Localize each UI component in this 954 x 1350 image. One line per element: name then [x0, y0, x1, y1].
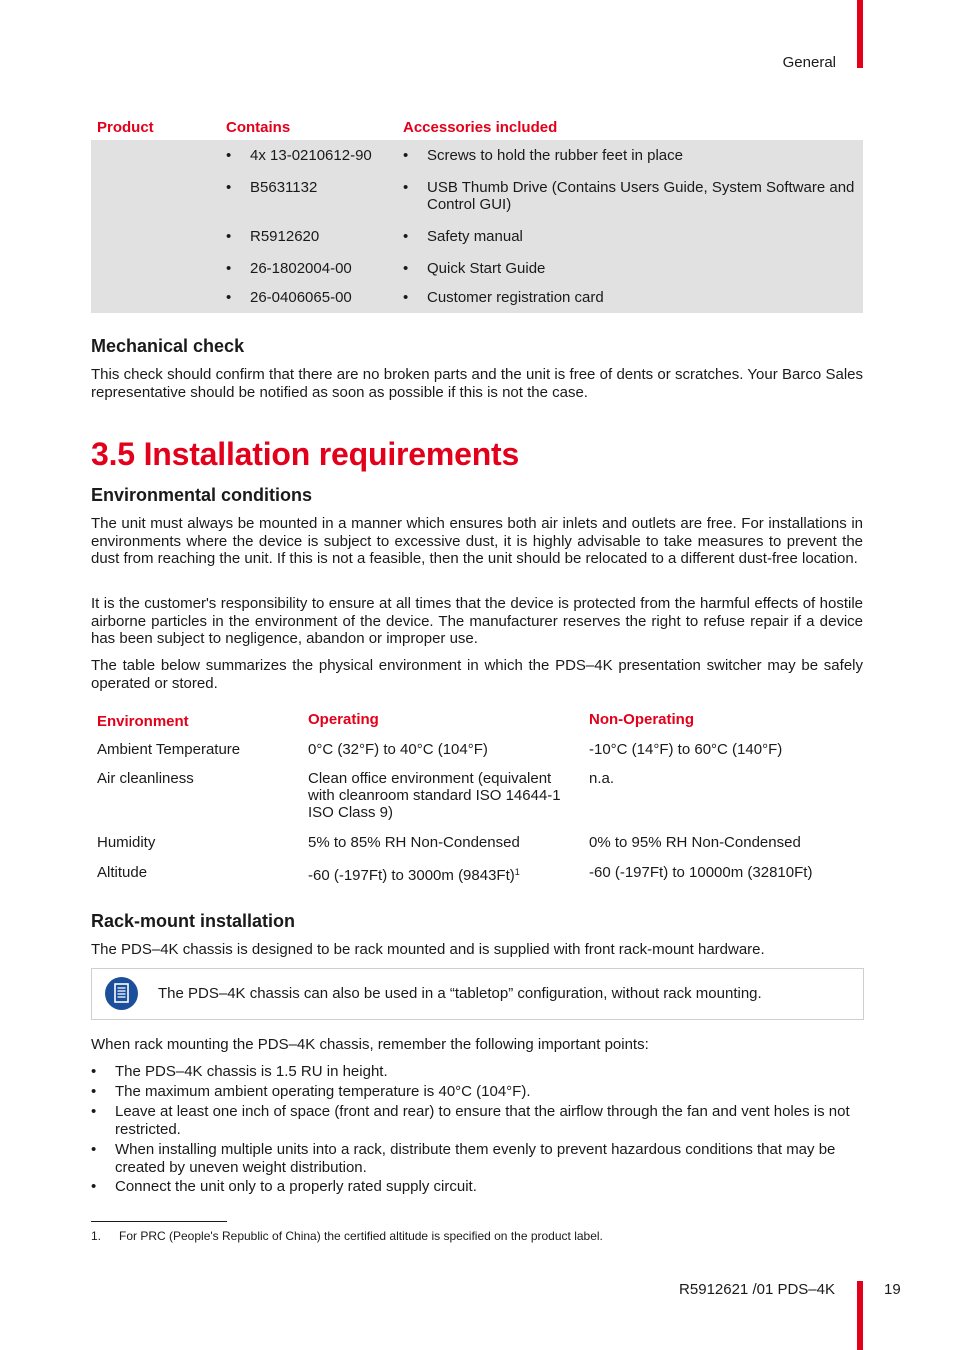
accessory-item: • USB Thumb Drive (Contains Users Guide, System Software and Control GUI): [403, 179, 855, 213]
rack-mount-paragraph-2: When rack mounting the PDS–4K chassis, remember the following important points:: [91, 1036, 649, 1053]
footnote-text: For PRC (People's Republic of China) the certified altitude is specified on the product label.: [119, 1229, 603, 1243]
env-header-operating: Operating: [308, 711, 379, 728]
header-accent-bar: [857, 0, 863, 68]
contents-header-product: Product: [97, 119, 154, 136]
contents-header-contains: Contains: [226, 119, 291, 136]
env-cell: n.a.: [589, 770, 615, 787]
env-cell: [308, 864, 520, 884]
footnote-divider: [91, 1221, 227, 1222]
footer-accent-bar: [857, 1281, 863, 1350]
mechanical-check-heading: Mechanical check: [91, 336, 245, 356]
environmental-paragraph-2: It is the customer's responsibility to ensure at all times that the device is protected from the harmful effects of hostile airborne particles in the environment of the device. The manufacturer reserves the right to refuse repair if a device has been subject to negligence, abandon or improper use.: [91, 595, 863, 647]
footnote-number: 1.: [91, 1229, 102, 1243]
running-header: General: [782, 54, 836, 71]
contents-table-body: [91, 140, 863, 313]
env-header-environment: Environment: [97, 713, 189, 730]
note-text: The PDS–4K chassis can also be used in a “tabletop” configuration, without rack mounting.: [158, 985, 762, 1002]
mechanical-check-text: This check should confirm that there are no broken parts and the unit is free of dents or scratches. Your Barco Sales representative should be notified as soon as possible if this is not the case.: [91, 366, 863, 401]
environmental-paragraph-3: The table below summarizes the physical environment in which the PDS–4K presentation switcher may be safely operated or stored.: [91, 657, 863, 692]
env-cell: Altitude: [97, 864, 148, 881]
env-header-nonoperating: Non-Operating: [589, 711, 694, 728]
footer-document-ref: R5912621 /01 PDS–4K: [679, 1281, 835, 1298]
env-cell: -60 (-197Ft) to 10000m (32810Ft): [589, 864, 813, 881]
note-icon: [105, 977, 138, 1010]
section-title: 3.5 Installation requirements: [91, 436, 520, 472]
env-cell: Air cleanliness: [97, 770, 194, 787]
environmental-heading: Environmental conditions: [91, 485, 313, 505]
env-cell: Humidity: [97, 834, 156, 851]
env-cell: 0°C (32°F) to 40°C (104°F): [308, 741, 488, 758]
page-number: 19: [884, 1281, 901, 1298]
env-cell: 0% to 95% RH Non-Condensed: [589, 834, 801, 851]
rack-mount-paragraph-1: The PDS–4K chassis is designed to be rack mounted and is supplied with front rack-mount hardware.: [91, 941, 765, 958]
altitude-operating-value: -60 (-197Ft) to 3000m (9843Ft): [308, 867, 515, 884]
env-cell: Ambient Temperature: [97, 741, 241, 758]
env-cell: -10°C (14°F) to 60°C (140°F): [589, 741, 783, 758]
env-cell: 5% to 85% RH Non-Condensed: [308, 834, 520, 851]
footnote-ref[interactable]: 1: [514, 867, 520, 877]
environmental-paragraph-1: The unit must always be mounted in a manner which ensures both air inlets and outlets are free. For installations in environments where the device is subject to excessive dust, it is highly advisable to take measures to prevent the dust from reaching the unit. If this is not a feasible, then the unit should be relocated to a different dust-free location.: [91, 515, 863, 567]
env-cell: Clean office environment (equivalent with cleanroom standard ISO 14644-1 ISO Class 9): [308, 770, 561, 821]
rack-mount-heading: Rack-mount installation: [91, 911, 296, 931]
contents-header-accessories: Accessories included: [403, 119, 558, 136]
